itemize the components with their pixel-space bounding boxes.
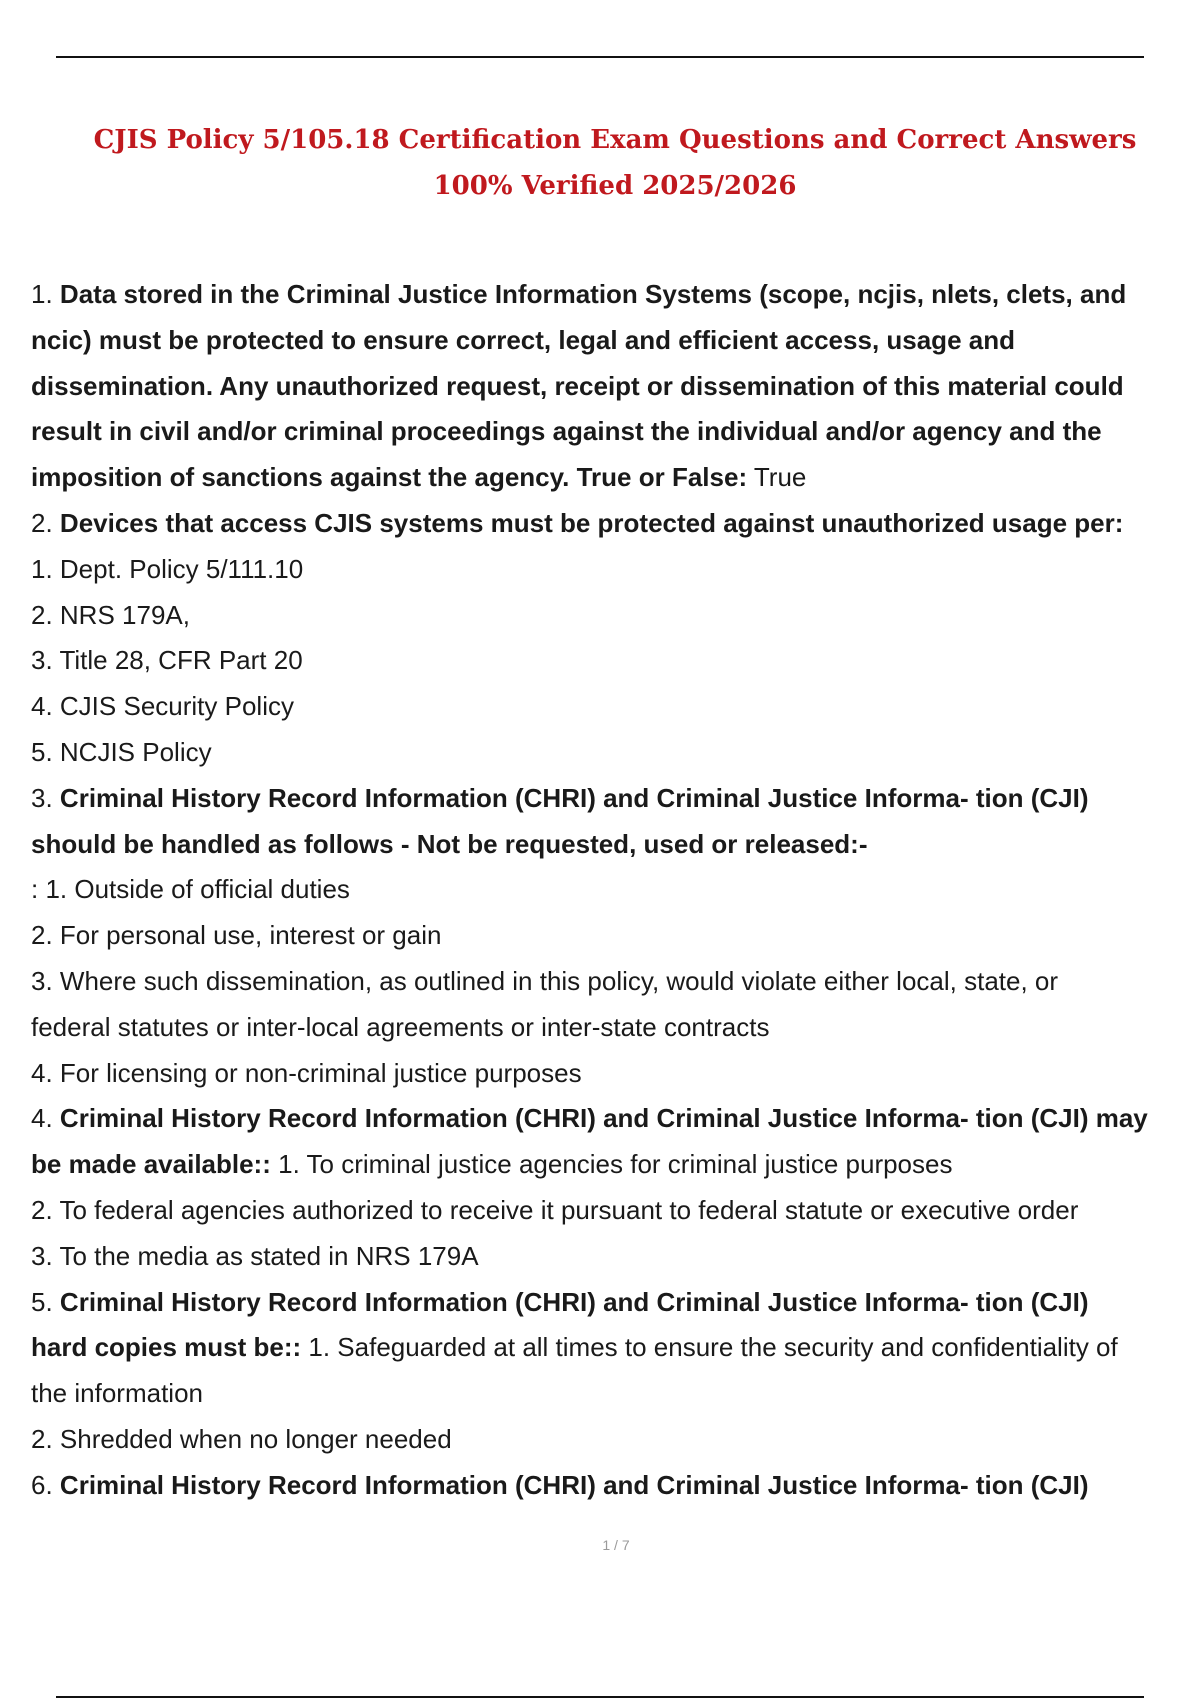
question-text: Data stored in the Criminal Justice Information Systems (scope, ncjis, nlets, clets, and xyxy=(59,279,1127,309)
text-line xyxy=(31,501,1195,547)
line-number: 1. xyxy=(31,279,60,309)
text-line xyxy=(31,455,1195,501)
document-title xyxy=(30,118,1200,210)
answer-text: 1. To criminal justice agencies for criminal justice purposes xyxy=(270,1149,953,1180)
question-content xyxy=(31,272,1195,1509)
text-line xyxy=(31,1371,1195,1417)
question-text: dissemination. Any unauthorized request, receipt or dissemination of this material could xyxy=(31,370,1124,401)
text-line xyxy=(31,684,1195,730)
question-text: Criminal History Record Information (CHRI) and Criminal Justice Informa- tion (CJI) may xyxy=(59,1103,1148,1134)
text-line xyxy=(31,913,1195,959)
answer-text: 3. To the media as stated in NRS 179A xyxy=(31,1240,479,1271)
text-line xyxy=(31,593,1195,639)
answer-text: 4. For licensing or non-criminal justice purposes xyxy=(31,1057,582,1088)
line-number: 4. xyxy=(31,1103,60,1134)
question-text: Criminal History Record Information (CHRI) and Criminal Justice Informa- tion (CJI) xyxy=(59,1286,1089,1317)
text-line xyxy=(31,1280,1195,1326)
line-number: 3. xyxy=(31,782,60,813)
page-number: 1 / 7 xyxy=(602,1537,630,1553)
answer-text: : 1. Outside of official duties xyxy=(31,874,350,905)
title-line-2: 100% Verified 2025/2026 xyxy=(433,170,797,201)
question-text: be made available:: xyxy=(31,1149,271,1180)
text-line xyxy=(31,547,1195,593)
answer-text: 4. CJIS Security Policy xyxy=(31,691,294,722)
text-line xyxy=(31,1051,1195,1097)
text-line xyxy=(31,959,1195,1005)
text-line xyxy=(31,318,1195,364)
text-line xyxy=(31,1096,1195,1142)
text-line xyxy=(31,1463,1195,1509)
question-text: should be handled as follows - Not be requested, used or released:- xyxy=(31,828,868,859)
question-text: ncic) must be protected to ensure correct, legal and efficient access, usage and xyxy=(31,324,1015,355)
title-line-1: CJIS Policy 5/105.18 Certification Exam Questions and Correct Answers xyxy=(93,125,1137,155)
answer-text: 5. NCJIS Policy xyxy=(31,736,212,767)
answer-text: 2. To federal agencies authorized to receive it pursuant to federal statute or executive order xyxy=(31,1194,1079,1225)
text-line xyxy=(31,1417,1195,1463)
text-line xyxy=(31,776,1195,822)
text-line xyxy=(31,1142,1195,1188)
text-line xyxy=(31,409,1195,455)
text-line xyxy=(31,1325,1195,1371)
text-line xyxy=(31,1234,1195,1280)
answer-text: the information xyxy=(31,1378,203,1409)
text-line xyxy=(31,638,1195,684)
question-text: imposition of sanctions against the agency. True or False: xyxy=(31,462,748,493)
text-line xyxy=(31,272,1195,318)
answer-text: 2. For personal use, interest or gain xyxy=(31,920,442,951)
question-text: Criminal History Record Information (CHRI) and Criminal Justice Informa- tion (CJI) xyxy=(59,782,1089,813)
top-rule xyxy=(56,56,1144,58)
answer-text: 2. Shredded when no longer needed xyxy=(31,1423,452,1454)
text-line xyxy=(31,1188,1195,1234)
answer-text: federal statutes or inter-local agreements or inter-state contracts xyxy=(31,1011,770,1042)
question-text: Devices that access CJIS systems must be protected against unauthorized usage per: xyxy=(59,507,1124,538)
answer-text: 2. NRS 179A, xyxy=(31,599,190,630)
question-text: Criminal History Record Information (CHRI) and Criminal Justice Informa- tion (CJI) xyxy=(59,1469,1089,1500)
answer-text: 1. Safeguarded at all times to ensure the security and confidentiality of xyxy=(301,1332,1118,1363)
answer-text: 3. Where such dissemination, as outlined in this policy, would violate either local, state, or xyxy=(31,965,1059,996)
text-line xyxy=(31,1005,1195,1051)
answer-text: 1. Dept. Policy 5/111.10 xyxy=(31,553,304,584)
line-number: 6. xyxy=(31,1469,60,1500)
text-line xyxy=(31,867,1195,913)
line-number: 5. xyxy=(31,1286,60,1317)
text-line xyxy=(31,364,1195,410)
answer-text: 3. Title 28, CFR Part 20 xyxy=(31,645,303,676)
question-text: result in civil and/or criminal proceedings against the individual and/or agency and the xyxy=(31,416,1102,447)
bottom-rule xyxy=(56,1696,1144,1698)
question-text: hard copies must be:: xyxy=(31,1332,302,1363)
line-number: 2. xyxy=(31,507,60,538)
answer-text: True xyxy=(747,462,807,493)
text-line xyxy=(31,730,1195,776)
text-line xyxy=(31,822,1195,868)
